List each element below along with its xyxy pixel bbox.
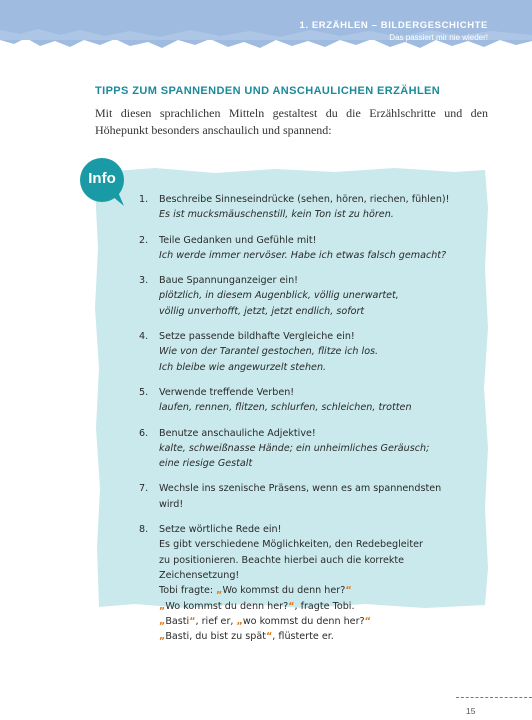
tip-example: eine riesige Gestalt [159,458,253,470]
tip-description: zu positionieren. Beachte hierbei auch die korrekte [159,554,405,566]
item-number: 4. [139,331,149,343]
speech-text: , flüsterte er. [272,631,334,643]
tip-example: Ich werde immer nervöser. Habe ich etwas falsch gemacht? [159,249,447,261]
tip-example: völlig unverhofft, jetzt, jetzt endlich, sofort [159,305,365,317]
tips-list [135,192,480,654]
speech-example-4 [159,629,480,644]
tip-example: kalte, schweißnasse Hände; ein unheimliches Geräusch; [159,442,430,454]
tip-example: Es ist mucksmäuschenstill, kein Ton ist zu hören. [159,209,394,221]
speech-text: wo kommst du denn her? [242,615,365,627]
speech-example-2 [159,599,480,614]
tip-text: Benutze anschauliche Adjektive! [159,427,316,439]
item-number: 1. [139,194,149,205]
list-item [135,329,480,375]
item-number: 7. [139,483,149,495]
quote-mark: “ [364,615,371,627]
tip-text: Beschreibe Sinneseindrücke (sehen, hören, riechen, fühlen)! [159,194,450,205]
item-number: 5. [139,386,149,398]
speech-example-1 [159,583,480,598]
list-item [135,192,480,223]
quote-mark: „ [216,585,223,597]
info-badge-label: Info [88,170,116,187]
tip-text: Verwende treffende Verben! [159,386,295,398]
tip-example: Ich bleibe wie angewurzelt stehen. [159,361,327,373]
footer-rule [456,697,532,698]
tip-text: wird! [159,498,184,510]
section-title: TIPPS ZUM SPANNENDEN UND ANSCHAULICHEN ERZÄHLEN [95,85,441,97]
speech-text: , rief er, [195,615,237,627]
list-item [135,233,480,264]
speech-example-3 [159,614,480,629]
item-number: 6. [139,427,149,439]
list-item [135,385,480,416]
tip-text: Teile Gedanken und Gefühle mit! [159,234,317,246]
tip-description: Zeichensetzung! [159,569,240,581]
quote-mark: „ [236,615,243,627]
tip-example: Wie von der Tarantel gestochen, flitze ich los. [159,346,379,358]
item-number: 8. [139,524,149,536]
quote-mark: “ [189,615,196,627]
speech-text: Wo kommst du denn her? [165,600,289,612]
list-item [135,522,480,644]
speech-text: Wo kommst du denn her? [222,585,346,597]
tip-example: laufen, rennen, flitzen, schlurfen, schleichen, trotten [159,402,412,414]
page-number: 15 [466,706,476,716]
quote-mark: “ [288,600,295,612]
tip-text: Setze wörtliche Rede ein! [159,524,282,536]
item-number: 3. [139,275,149,287]
header-band [0,0,532,56]
tip-text: Wechsle ins szenische Präsens, wenn es am spannendsten [159,483,442,495]
tip-text: Baue Spannunganzeiger ein! [159,275,299,287]
speech-text: , fragte Tobi. [294,600,355,612]
chapter-subtitle: Das passiert mir nie wieder! [389,33,488,42]
speech-text: Basti [165,615,190,627]
quote-mark: “ [345,585,352,597]
quote-mark: „ [159,615,166,627]
quote-mark: “ [265,631,273,643]
tip-text: Setze passende bildhafte Vergleiche ein! [159,331,355,343]
list-item [135,426,480,472]
intro-text: Mit diesen sprachlichen Mitteln gestaltest du die Erzählschritte und den Höhepunkt besonders anschaulich und spannend: [95,106,488,137]
list-item [135,481,480,512]
item-number: 2. [139,234,149,246]
quote-mark: „ [159,600,166,612]
speech-text: Basti, du bist zu spät [165,631,266,643]
chapter-title: 1. ERZÄHLEN – BILDERGESCHICHTE [299,20,488,31]
list-item [135,273,480,319]
tip-description: Es gibt verschiedene Möglichkeiten, den Redebegleiter [159,539,423,551]
speech-text: Tobi fragte: [159,585,217,597]
quote-mark: „ [159,631,166,643]
tip-example: plötzlich, in diesem Augenblick, völlig unerwartet, [159,290,399,302]
